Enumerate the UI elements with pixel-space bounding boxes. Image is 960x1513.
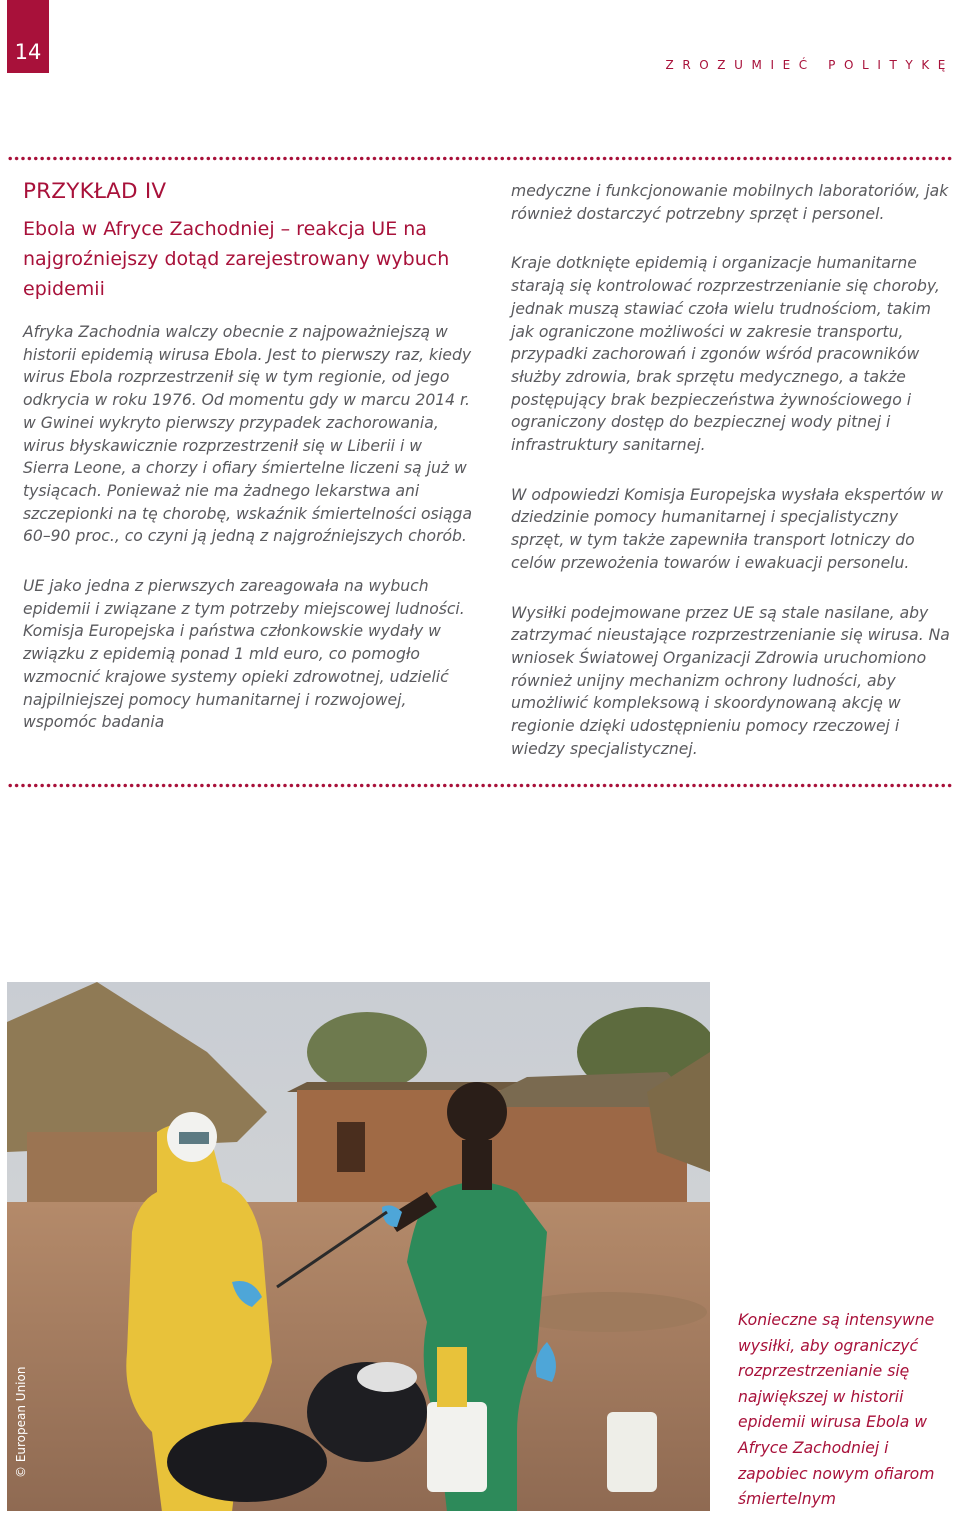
body-paragraph: W odpowiedzi Komisja Europejska wysłała ekspertów w dziedzinie pomocy humanitarnej i specjalistyczny sprzęt, w tym także zapewniła transport lotniczy do celów przewożenia towarów i ewakuacji personelu. — [511, 485, 944, 572]
photo-caption: Konieczne są intensywne wysiłki, aby ograniczyć rozprzestrzenianie się największej w historii epidemii wirusa Ebola w Afryce Zachodniej i zapobiec nowym ofiarom śmiertelnym — [738, 1311, 935, 1509]
body-paragraph: Afryka Zachodnia walczy obecnie z najpoważniejszą w historii epidemią wirusa Ebola. Jest to pierwszy raz, kiedy wirus Ebola rozprzestrzenił się w tym regionie, od jego odkrycia w roku 1976. Od momentu gdy w marcu 2014 r. w Gwinei wykryto pierwszy przypadek zachorowania, wirus błyskawicznie rozprzestrzenił się w Liberii i w Sierra Leone, a chorzy i ofiary śmiertelne liczeni są już w tysiącach. Ponieważ nie ma żadnego lekarstwa ani szczepionki na tę chorobę, wskaźnik śmiertelności osiąga 60–90 proc., co czyni ją jedną z najgroźniejszych chorób. — [23, 323, 473, 546]
body-paragraph: UE jako jedna z pierwszych zareagowała na wybuch epidemii i związane z tym potrzeby miejscowej ludności. Komisja Europejska i państwa członkowskie wydały w związku z epidemią ponad 1 mld euro, co pomogło wzmocnić krajowe systemy opieki zdrowotnej, udzielić najpilniejszej pomocy humanitarnej i rozwojowej, wspomóc badania — [23, 577, 465, 732]
page-number-badge — [7, 0, 49, 73]
left-column — [23, 178, 473, 734]
example-title: Ebola w Afryce Zachodniej – reakcja UE na najgroźniejszy dotąd zarejestrowany wybuch epidemii — [23, 218, 450, 300]
body-paragraph: medyczne i funkcjonowanie mobilnych laboratoriów, jak również dostarczyć potrzebny sprzęt i personel. — [511, 182, 949, 223]
dotted-divider-top — [7, 156, 953, 161]
ebola-response-photo — [7, 982, 710, 1511]
right-column — [511, 180, 951, 760]
page-number: 14 — [14, 40, 42, 64]
body-paragraph: Kraje dotknięte epidemią i organizacje humanitarne starają się kontrolować rozprzestrzenianie się choroby, jednak muszą stawiać czoła wielu trudnościom, takim jak ograniczone możliwości w zakresie transportu, przypadki zachorowań i zgonów wśród pracowników służby zdrowia, brak sprzętu medycznego, a także postępujący brak bezpieczeństwa żywnościowego i ograniczony dostęp do bezpiecznej wody pitnej i infrastruktury sanitarnej. — [511, 254, 940, 455]
dotted-divider-bottom — [7, 783, 953, 788]
example-label: PRZYKŁAD IV — [23, 179, 167, 204]
running-header: ZROZUMIEĆ POLITYKĘ — [665, 58, 954, 72]
body-paragraph: Wysiłki podejmowane przez UE są stale nasilane, aby zatrzymać nieustające rozprzestrzenianie się wirusa. Na wniosek Światowej Organizacji Zdrowia uruchomiono również unijny mechanizm ochrony ludności, aby umożliwić kompleksową i skoordynowaną akcję w regionie dzięki udostępnieniu pomocy rzeczowej i wiedzy specjalistycznej. — [511, 603, 950, 758]
photo-credit: © European Union — [14, 1366, 28, 1478]
